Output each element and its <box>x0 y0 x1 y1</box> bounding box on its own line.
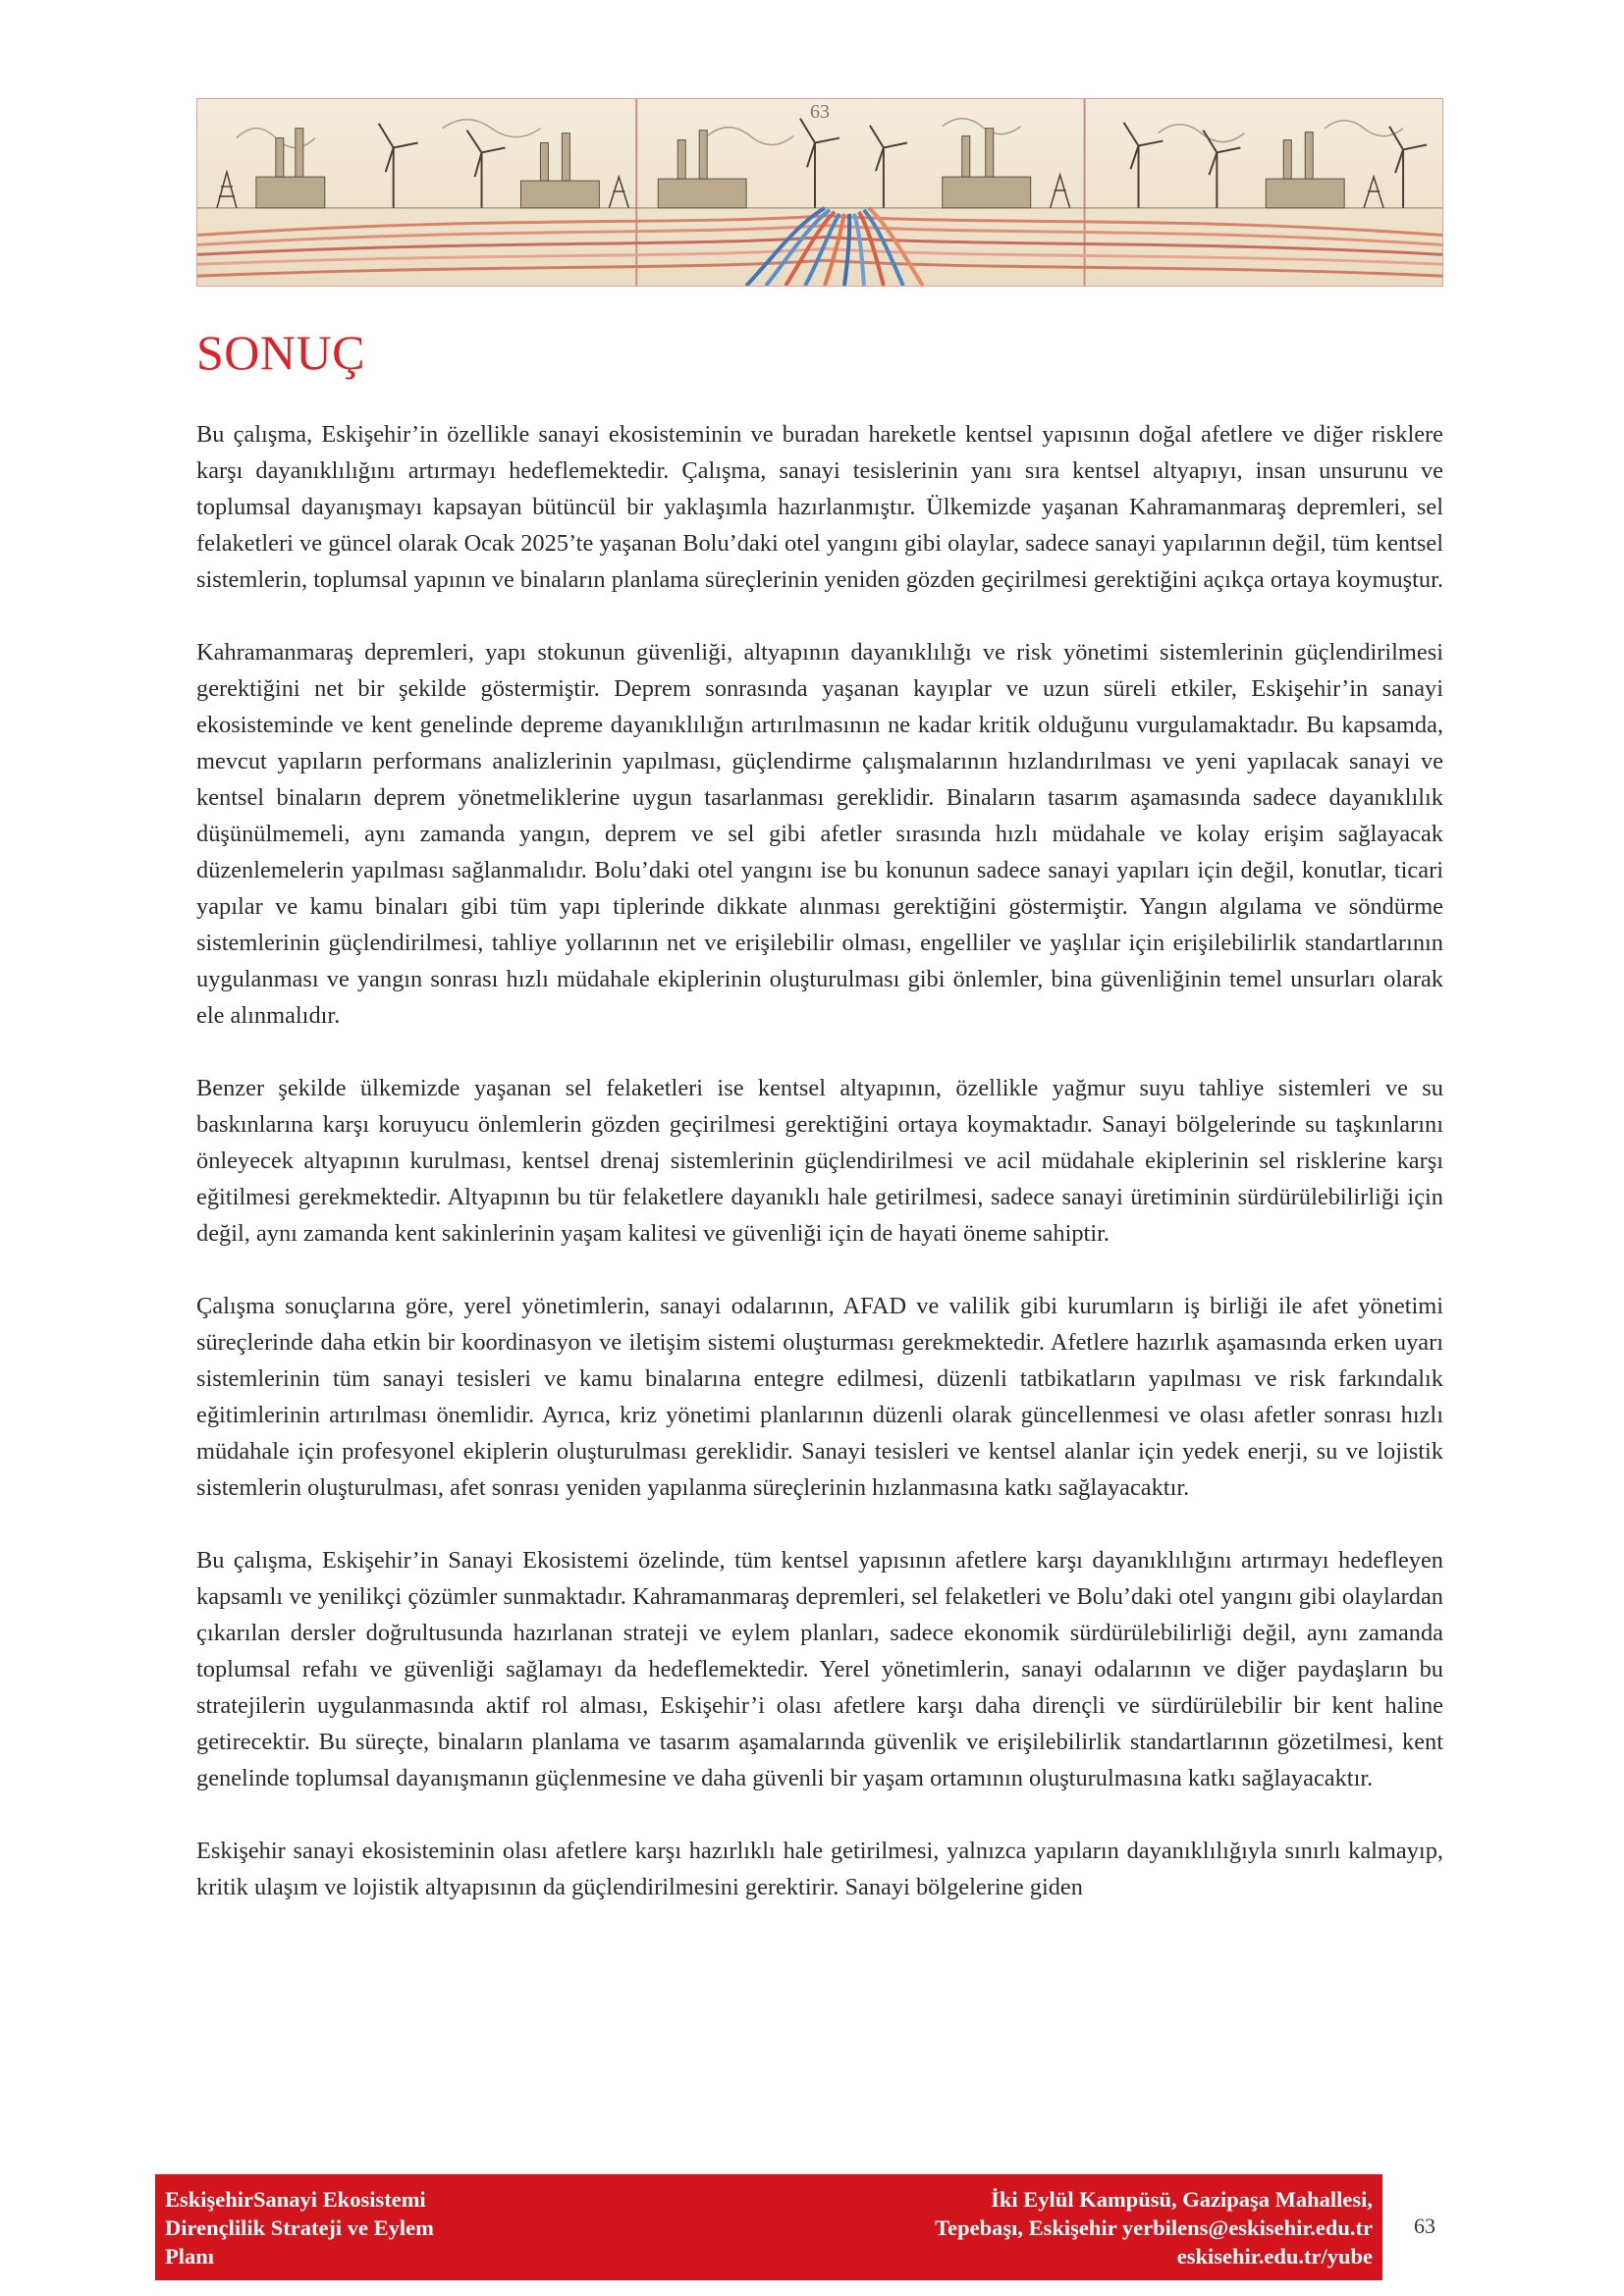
paragraph: Kahramanmaraş depremleri, yapı stokunun güvenliği, altyapının dayanıklılığı ve risk yönetimi sistemlerinin güçlendirilmesi gerektiğini net bir şekilde göstermiştir. Deprem sonrasında yaşanan kayıplar ve uzun süreli etkiler, Eskişehir’in sanayi ekosisteminde ve kent genelinde depreme dayanıklılığın artırılmasının ne kadar kritik olduğunu vurgulamaktadır. Bu kapsamda, mevcut yapıların performans analizlerinin yapılması, güçlendirme çalışmalarının hızlandırılması ve yeni yapılacak sanayi ve kentsel binaların deprem yönetmeliklerine uygun tasarlanması gereklidir. Binaların tasarım aşamasında sadece dayanıklılık düşünülmemeli, aynı zamanda yangın, deprem ve sel gibi afetler sırasında hızlı müdahale ve kolay erişim sağlayacak düzenlemelerin yapılması sağlanmalıdır. Bolu’daki otel yangını ise bu konunun sadece sanayi yapıları için değil, konutlar, ticari yapılar ve kamu binaları gibi tüm yapı tiplerinde dikkate alınması gerektiğini göstermiştir. Yangın algılama ve söndürme sistemlerinin güçlendirilmesi, tahliye yollarının net ve erişilebilir olması, engelliler ve yaşlılar için erişilebilirlik standartlarının uygulanması ve yangın sonrası hızlı müdahale ekiplerinin oluşturulması gibi önlemler, bina güvenliğinin temel unsurları olarak ele alınmalıdır. <box>196 639 1443 1029</box>
footer-address-line: İki Eylül Kampüsü, Gazipaşa Mahallesi, <box>991 2186 1373 2212</box>
section-title: SONUÇ <box>196 325 365 380</box>
paragraph: Çalışma sonuçlarına göre, yerel yönetimlerin, sanayi odalarının, AFAD ve valilik gibi kurumların iş birliği ile afet yönetimi süreçlerinde daha etkin bir koordinasyon ve iletişim sistemi oluşturması gerekmektedir. Afetlere hazırlık aşamasında erken uyarı sistemlerinin tüm sanayi tesisleri ve kamu binalarına entegre edilmesi, düzenli tatbikatların yapılması ve risk farkındalık eğitimlerinin artırılması önemlidir. Ayrıca, kriz yönetimi planlarının düzenli olarak güncellenmesi ve olası afetler sonrası hızlı müdahale için profesyonel ekiplerin oluşturulması gereklidir. Sanayi tesisleri ve kentsel alanlar için yedek enerji, su ve lojistik sistemlerin oluşturulması, afet sonrası yeniden yapılanma süreçlerinin hızlanmasına katkı sağlayacaktır. <box>196 1293 1443 1501</box>
page-number: 63 <box>1414 2214 1435 2238</box>
footer-document-title <box>165 2185 434 2270</box>
footer-title-line: Planı <box>165 2243 215 2269</box>
paragraph: Bu çalışma, Eskişehir’in Sanayi Ekosistemi özelinde, tüm kentsel yapısının afetlere karşı dayanıklılığını artırmayı hedefleyen kapsamlı ve yenilikçi çözümler sunmaktadır. Kahramanmaraş depremleri, sel felaketleri ve Bolu’daki otel yangını gibi olaylardan çıkarılan dersler doğrultusunda hazırlanan strateji ve eylem planları, sadece ekonomik sürdürülebilirliği değil, aynı zamanda toplumsal refahı ve güvenliği sağlamayı da hedeflemektedir. Yerel yönetimlerin, sanayi odalarının ve diğer paydaşların bu stratejilerin uygulanmasında aktif rol alması, Eskişehir’i olası afetlere karşı daha dirençli ve sürdürülebilir bir kent haline getirecektir. Bu süreçte, binaların planlama ve tasarım aşamalarında güvenlik ve erişilebilirlik standartlarının gözetilmesi, kent genelinde toplumsal dayanışmanın güçlenmesine ve daha güvenli bir yaşam ortamının oluşturulmasına katkı sağlayacaktır. <box>196 1547 1443 1791</box>
footer-contact <box>935 2185 1373 2270</box>
paragraph: Bu çalışma, Eskişehir’in özellikle sanayi ekosisteminin ve buradan hareketle kentsel yapısının doğal afetlere ve diğer risklere karşı dayanıklılığını artırmayı hedeflemektedir. Çalışma, sanayi tesislerinin yanı sıra kentsel altyapıyı, insan unsurunu ve toplumsal dayanışmayı kapsayan bütüncül bir yaklaşımla hazırlanmıştır. Ülkemizde yaşanan Kahramanmaraş depremleri, sel felaketleri ve güncel olarak Ocak 2025’te yaşanan Bolu’daki otel yangını gibi olaylar, sadece sanayi yapılarının değil, tüm kentsel sistemlerin, toplumsal yapının ve binaların planlama süreçlerinin yeniden gözden geçirilmesi gerektiğini açıkça ortaya koymuştur. <box>196 421 1443 593</box>
paragraph: Benzer şekilde ülkemizde yaşanan sel felaketleri ise kentsel altyapının, özellikle yağmur suyu tahliye sistemleri ve su baskınlarına karşı koruyucu önlemlerin gözden geçirilmesi gerektiğini ortaya koymaktadır. Sanayi bölgelerinde su taşkınlarını önleyecek altyapının kurulması, kentsel drenaj sistemlerinin güçlendirilmesi ve acil müdahale ekiplerinin sel risklerine karşı eğitilmesi gerekmektedir. Altyapının bu tür felaketlere dayanıklı hale getirilmesi, sadece sanayi üretiminin sürdürülebilirliği için değil, aynı zamanda kent sakinlerinin yaşam kalitesi ve güvenliği için de hayati öneme sahiptir. <box>196 1075 1443 1247</box>
footer-website-link[interactable]: eskisehir.edu.tr/yube <box>1176 2243 1373 2269</box>
footer-title-line: Dirençlilik Strateji ve Eylem <box>165 2215 434 2240</box>
footer-bar <box>155 2174 1382 2280</box>
footer-address-email[interactable]: Tepebaşı, Eskişehir yerbilens@eskisehir.edu.tr <box>935 2215 1373 2240</box>
header-banner-illustration <box>196 98 1443 287</box>
body-text <box>196 416 1443 1942</box>
industry-energy-illustration <box>197 99 1442 286</box>
paragraph: Eskişehir sanayi ekosisteminin olası afetlere karşı hazırlıklı hale getirilmesi, yalnızca yapıların dayanıklılığıyla sınırlı kalmayıp, kritik ulaşım ve lojistik altyapısının da güçlendirilmesini gerektirir. Sanayi bölgelerine giden <box>196 1838 1443 1900</box>
banner-page-number: 63 <box>810 101 830 123</box>
footer-title-line: EskişehirSanayi Ekosistemi <box>165 2186 426 2212</box>
